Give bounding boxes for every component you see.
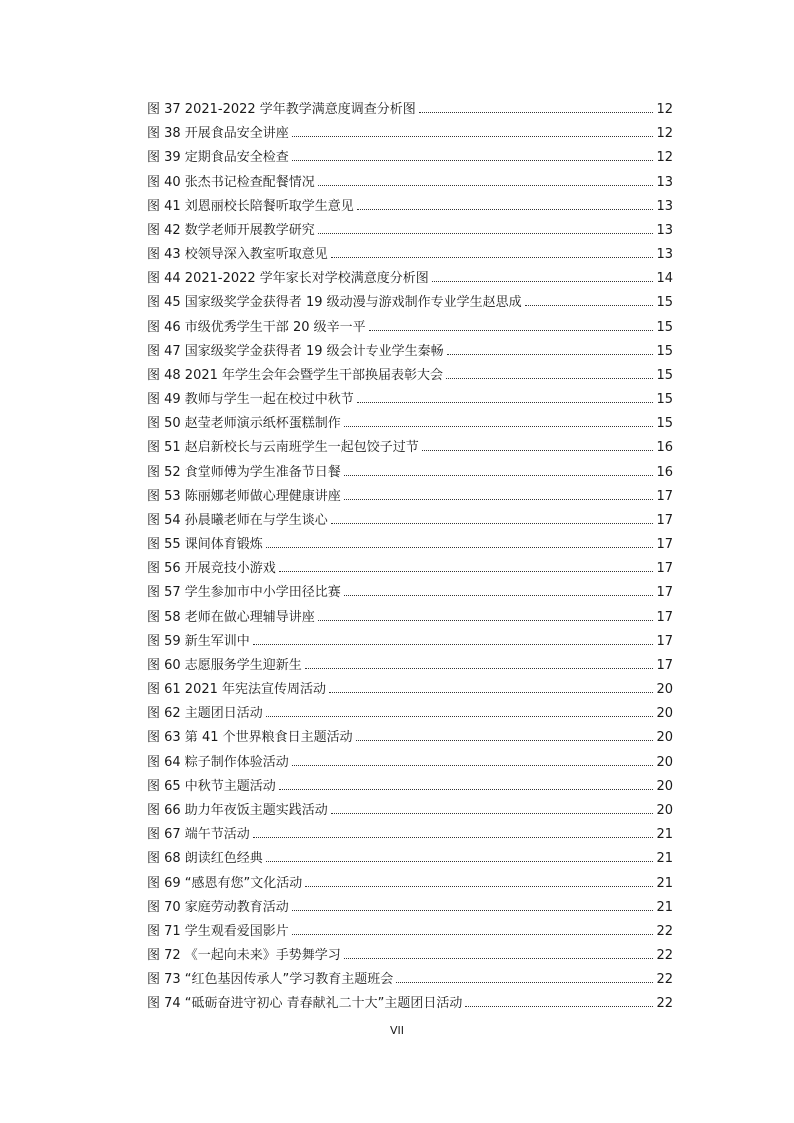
entry-page-number: 22 xyxy=(656,948,673,964)
entry-page-number: 13 xyxy=(656,198,673,214)
entry-title: 图 73 “红色基因传承人”学习教育主题班会 xyxy=(147,972,394,988)
dot-leader xyxy=(318,185,654,186)
entry-title: 图 52 食堂师傅为学生准备节日餐 xyxy=(147,464,341,480)
dot-leader xyxy=(419,112,654,113)
dot-leader xyxy=(344,499,654,500)
toc-entry[interactable] xyxy=(147,316,673,340)
dot-leader xyxy=(356,740,654,741)
toc-entry[interactable] xyxy=(147,751,673,775)
entry-page-number: 15 xyxy=(656,367,673,383)
toc-entry[interactable] xyxy=(147,195,673,219)
entry-title: 图 53 陈丽娜老师做心理健康讲座 xyxy=(147,488,341,504)
entry-title: 图 48 2021 年学生会年会暨学生干部换届表彰大会 xyxy=(147,367,444,383)
entry-page-number: 16 xyxy=(656,440,673,456)
dot-leader xyxy=(279,789,654,790)
dot-leader xyxy=(331,523,654,524)
entry-title: 图 55 课间体育锻炼 xyxy=(147,537,263,553)
entry-page-number: 12 xyxy=(656,126,673,142)
toc-entry[interactable] xyxy=(147,219,673,243)
toc-entry[interactable] xyxy=(147,243,673,267)
toc-entry[interactable] xyxy=(147,896,673,920)
entry-page-number: 12 xyxy=(656,150,673,166)
entry-page-number: 15 xyxy=(656,416,673,432)
toc-entry[interactable] xyxy=(147,847,673,871)
entry-page-number: 20 xyxy=(656,754,673,770)
entry-title: 图 46 市级优秀学生干部 20 级辛一平 xyxy=(147,319,366,335)
toc-entry[interactable] xyxy=(147,291,673,315)
toc-entry[interactable] xyxy=(147,920,673,944)
entry-title: 图 39 定期食品安全检查 xyxy=(147,150,289,166)
entry-title: 图 50 赵莹老师演示纸杯蛋糕制作 xyxy=(147,416,341,432)
entry-title: 图 67 端午节活动 xyxy=(147,827,250,843)
toc-entry[interactable] xyxy=(147,122,673,146)
entry-page-number: 20 xyxy=(656,730,673,746)
toc-entry[interactable] xyxy=(147,702,673,726)
dot-leader xyxy=(344,475,654,476)
dot-leader xyxy=(344,426,654,427)
entry-page-number: 17 xyxy=(656,585,673,601)
toc-entry[interactable] xyxy=(147,799,673,823)
entry-title: 图 66 助力年夜饭主题实践活动 xyxy=(147,802,328,818)
entry-title: 图 70 家庭劳动教育活动 xyxy=(147,899,289,915)
dot-leader xyxy=(465,1006,653,1007)
entry-title: 图 37 2021-2022 学年教学满意度调查分析图 xyxy=(147,102,416,117)
toc-entry[interactable] xyxy=(147,968,673,992)
dot-leader xyxy=(292,160,654,161)
dot-leader xyxy=(432,281,654,282)
entry-page-number: 22 xyxy=(656,996,673,1012)
entry-title: 图 40 张杰书记检查配餐情况 xyxy=(147,174,315,190)
entry-title: 图 59 新生军训中 xyxy=(147,633,250,649)
entry-title: 图 44 2021-2022 学年家长对学校满意度分析图 xyxy=(147,271,429,287)
entry-page-number: 13 xyxy=(656,247,673,263)
dot-leader xyxy=(292,136,654,137)
dot-leader xyxy=(253,644,654,645)
entry-title: 图 47 国家级奖学金获得者 19 级会计专业学生秦畅 xyxy=(147,343,444,359)
entry-page-number: 22 xyxy=(656,923,673,939)
entry-title: 图 63 第 41 个世界粮食日主题活动 xyxy=(147,730,353,746)
dot-leader xyxy=(331,813,654,814)
toc-entry[interactable] xyxy=(147,533,673,557)
dot-leader xyxy=(318,620,654,621)
entry-page-number: 21 xyxy=(656,899,673,915)
entry-page-number: 17 xyxy=(656,488,673,504)
entry-page-number: 20 xyxy=(656,802,673,818)
entry-title: 图 71 学生观看爱国影片 xyxy=(147,923,289,939)
entry-page-number: 13 xyxy=(656,222,673,238)
toc-entry[interactable] xyxy=(147,146,673,170)
entry-title: 图 45 国家级奖学金获得者 19 级动漫与游戏制作专业学生赵思成 xyxy=(147,295,522,311)
entry-page-number: 16 xyxy=(656,464,673,480)
dot-leader xyxy=(329,692,653,693)
entry-page-number: 22 xyxy=(656,972,673,988)
dot-leader xyxy=(396,982,653,983)
entry-page-number: 15 xyxy=(656,343,673,359)
entry-title: 图 49 教师与学生一起在校过中秋节 xyxy=(147,392,354,408)
toc-entry[interactable] xyxy=(147,606,673,630)
dot-leader xyxy=(305,668,654,669)
page-number: VII xyxy=(389,1024,404,1037)
entry-title: 图 62 主题团日活动 xyxy=(147,706,263,722)
entry-title: 图 65 中秋节主题活动 xyxy=(147,778,276,794)
toc-entry[interactable] xyxy=(147,775,673,799)
entry-page-number: 17 xyxy=(656,537,673,553)
entry-title: 图 54 孙晨曦老师在与学生谈心 xyxy=(147,512,328,528)
entry-title: 图 61 2021 年宪法宣传周活动 xyxy=(147,682,327,698)
toc-entry[interactable] xyxy=(147,171,673,195)
entry-page-number: 20 xyxy=(656,682,673,698)
dot-leader xyxy=(318,233,654,234)
entry-title: 图 60 志愿服务学生迎新生 xyxy=(147,657,302,673)
entry-title: 图 38 开展食品安全讲座 xyxy=(147,126,289,142)
entry-title: 图 72 《一起向未来》手势舞学习 xyxy=(147,948,341,964)
toc-entry[interactable] xyxy=(147,944,673,968)
toc-entry[interactable] xyxy=(147,364,673,388)
dot-leader xyxy=(357,402,654,403)
dot-leader xyxy=(253,837,654,838)
entry-title: 图 43 校领导深入教室听取意见 xyxy=(147,247,328,263)
dot-leader xyxy=(344,595,654,596)
toc-entry[interactable] xyxy=(147,557,673,581)
toc-entry[interactable] xyxy=(147,485,673,509)
dot-leader xyxy=(447,354,654,355)
entry-title: 图 64 粽子制作体验活动 xyxy=(147,754,289,770)
table-of-figures xyxy=(147,98,673,1017)
dot-leader xyxy=(279,571,654,572)
dot-leader xyxy=(292,910,654,911)
entry-page-number: 17 xyxy=(656,512,673,528)
entry-page-number: 17 xyxy=(656,609,673,625)
entry-page-number: 21 xyxy=(656,875,673,891)
toc-entry[interactable] xyxy=(147,267,673,291)
toc-entry[interactable] xyxy=(147,412,673,436)
toc-entry[interactable] xyxy=(147,992,673,1016)
entry-title: 图 51 赵启新校长与云南班学生一起包饺子过节 xyxy=(147,440,419,456)
toc-entry[interactable] xyxy=(147,726,673,750)
dot-leader xyxy=(292,765,654,766)
dot-leader xyxy=(446,378,653,379)
entry-page-number: 21 xyxy=(656,827,673,843)
entry-page-number: 15 xyxy=(656,392,673,408)
toc-entry[interactable] xyxy=(147,340,673,364)
entry-page-number: 20 xyxy=(656,778,673,794)
entry-page-number: 17 xyxy=(656,561,673,577)
toc-entry[interactable] xyxy=(147,461,673,485)
dot-leader xyxy=(369,330,654,331)
entry-page-number: 12 xyxy=(656,102,673,117)
dot-leader xyxy=(422,450,654,451)
toc-entry[interactable] xyxy=(147,823,673,847)
toc-entry[interactable] xyxy=(147,509,673,533)
toc-entry[interactable] xyxy=(147,436,673,460)
entry-page-number: 15 xyxy=(656,295,673,311)
entry-page-number: 21 xyxy=(656,851,673,867)
toc-entry[interactable] xyxy=(147,98,673,122)
dot-leader xyxy=(266,547,654,548)
dot-leader xyxy=(266,716,654,717)
entry-page-number: 20 xyxy=(656,706,673,722)
entry-title: 图 74 “砥砺奋进守初心 青春献礼二十大”主题团日活动 xyxy=(147,996,463,1012)
toc-entry[interactable] xyxy=(147,678,673,702)
dot-leader xyxy=(305,886,653,887)
toc-entry[interactable] xyxy=(147,872,673,896)
entry-title: 图 56 开展竞技小游戏 xyxy=(147,561,276,577)
entry-title: 图 41 刘恩丽校长陪餐听取学生意见 xyxy=(147,198,354,214)
dot-leader xyxy=(344,958,654,959)
entry-title: 图 69 “感恩有您”文化活动 xyxy=(147,875,303,891)
entry-page-number: 17 xyxy=(656,633,673,649)
toc-entry[interactable] xyxy=(147,388,673,412)
dot-leader xyxy=(525,305,654,306)
entry-page-number: 17 xyxy=(656,657,673,673)
entry-page-number: 14 xyxy=(656,271,673,287)
dot-leader xyxy=(331,257,654,258)
dot-leader xyxy=(266,861,654,862)
entry-title: 图 68 朗读红色经典 xyxy=(147,851,263,867)
dot-leader xyxy=(357,209,654,210)
entry-title: 图 42 数学老师开展教学研究 xyxy=(147,222,315,238)
entry-title: 图 58 老师在做心理辅导讲座 xyxy=(147,609,315,625)
toc-entry[interactable] xyxy=(147,654,673,678)
entry-page-number: 15 xyxy=(656,319,673,335)
dot-leader xyxy=(292,934,654,935)
entry-page-number: 13 xyxy=(656,174,673,190)
entry-title: 图 57 学生参加市中小学田径比赛 xyxy=(147,585,341,601)
toc-entry[interactable] xyxy=(147,581,673,605)
toc-entry[interactable] xyxy=(147,630,673,654)
